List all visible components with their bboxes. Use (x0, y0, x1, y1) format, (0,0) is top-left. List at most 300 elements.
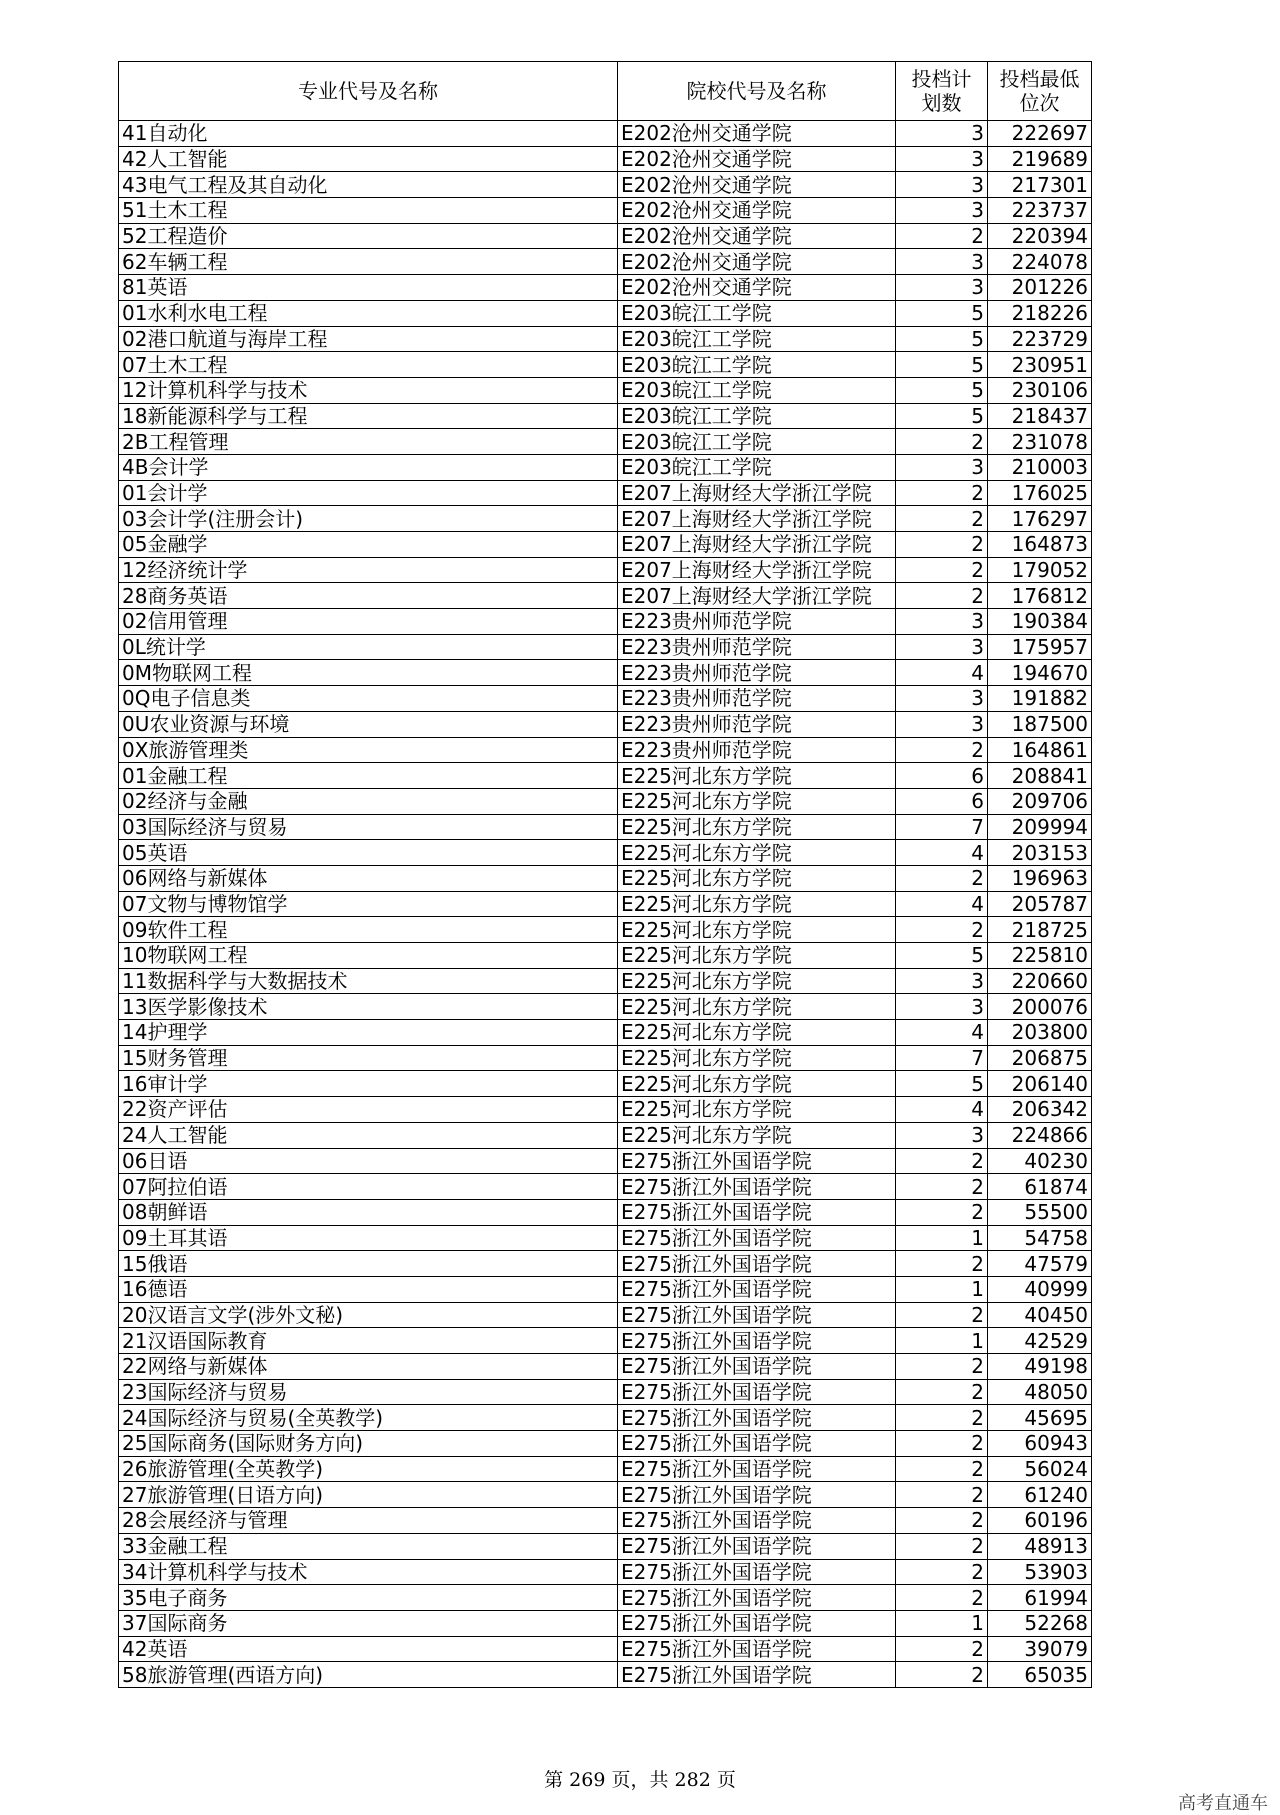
cell-school: E275浙江外国语学院 (618, 1276, 896, 1302)
table-row (119, 506, 1092, 532)
cell-plan: 5 (896, 943, 988, 969)
cell-school: E275浙江外国语学院 (618, 1662, 896, 1688)
cell-major: 13医学影像技术 (119, 994, 618, 1020)
cell-school: E203皖江工学院 (618, 377, 896, 403)
cell-plan: 3 (896, 711, 988, 737)
cell-plan: 1 (896, 1610, 988, 1636)
page-number: 第 269 页，共 282 页 (544, 1769, 736, 1791)
cell-school: E275浙江外国语学院 (618, 1585, 896, 1611)
cell-major: 0U农业资源与环境 (119, 711, 618, 737)
cell-plan: 7 (896, 1045, 988, 1071)
cell-major: 42英语 (119, 1636, 618, 1662)
cell-plan: 2 (896, 1636, 988, 1662)
cell-rank: 176297 (988, 506, 1092, 532)
cell-major: 07文物与博物馆学 (119, 891, 618, 917)
table-row (119, 788, 1092, 814)
cell-school: E223贵州师范学院 (618, 737, 896, 763)
cell-school: E225河北东方学院 (618, 865, 896, 891)
cell-school: E203皖江工学院 (618, 326, 896, 352)
cell-rank: 179052 (988, 557, 1092, 583)
cell-school: E202沧州交通学院 (618, 146, 896, 172)
cell-major: 12计算机科学与技术 (119, 377, 618, 403)
cell-plan: 3 (896, 275, 988, 301)
cell-rank: 209994 (988, 814, 1092, 840)
cell-plan: 2 (896, 1405, 988, 1431)
cell-school: E203皖江工学院 (618, 429, 896, 455)
cell-plan: 2 (896, 1354, 988, 1380)
cell-plan: 2 (896, 1482, 988, 1508)
cell-plan: 4 (896, 660, 988, 686)
cell-plan: 2 (896, 1174, 988, 1200)
cell-school: E225河北东方学院 (618, 1020, 896, 1046)
cell-plan: 3 (896, 146, 988, 172)
cell-plan: 2 (896, 480, 988, 506)
cell-school: E202沧州交通学院 (618, 198, 896, 224)
table-row (119, 146, 1092, 172)
table-row (119, 1431, 1092, 1457)
cell-major: 22资产评估 (119, 1097, 618, 1123)
cell-school: E223贵州师范学院 (618, 634, 896, 660)
cell-school: E275浙江外国语学院 (618, 1251, 896, 1277)
table-row (119, 557, 1092, 583)
cell-school: E275浙江外国语学院 (618, 1199, 896, 1225)
cell-major: 03国际经济与贸易 (119, 814, 618, 840)
cell-school: E225河北东方学院 (618, 814, 896, 840)
cell-plan: 2 (896, 1508, 988, 1534)
cell-rank: 223729 (988, 326, 1092, 352)
cell-plan: 7 (896, 814, 988, 840)
cell-rank: 65035 (988, 1662, 1092, 1688)
table-row (119, 994, 1092, 1020)
cell-plan: 3 (896, 1122, 988, 1148)
cell-rank: 45695 (988, 1405, 1092, 1431)
table-row (119, 1276, 1092, 1302)
cell-rank: 176025 (988, 480, 1092, 506)
cell-school: E275浙江外国语学院 (618, 1328, 896, 1354)
cell-plan: 3 (896, 609, 988, 635)
cell-rank: 61240 (988, 1482, 1092, 1508)
cell-rank: 224078 (988, 249, 1092, 275)
table-row (119, 840, 1092, 866)
cell-plan: 2 (896, 223, 988, 249)
cell-school: E223贵州师范学院 (618, 609, 896, 635)
cell-rank: 218725 (988, 917, 1092, 943)
cell-rank: 52268 (988, 1610, 1092, 1636)
table-row (119, 1482, 1092, 1508)
table-body (119, 121, 1092, 1688)
cell-plan: 5 (896, 403, 988, 429)
cell-major: 07土木工程 (119, 352, 618, 378)
table-row (119, 1020, 1092, 1046)
admission-table (118, 61, 1092, 1688)
cell-major: 34计算机科学与技术 (119, 1559, 618, 1585)
cell-rank: 187500 (988, 711, 1092, 737)
cell-school: E223贵州师范学院 (618, 686, 896, 712)
table-row (119, 1071, 1092, 1097)
cell-rank: 190384 (988, 609, 1092, 635)
cell-rank: 53903 (988, 1559, 1092, 1585)
cell-school: E202沧州交通学院 (618, 249, 896, 275)
table-row (119, 1585, 1092, 1611)
cell-major: 01水利水电工程 (119, 300, 618, 326)
table-row (119, 711, 1092, 737)
table-row (119, 1302, 1092, 1328)
cell-plan: 2 (896, 1662, 988, 1688)
cell-rank: 176812 (988, 583, 1092, 609)
cell-school: E275浙江外国语学院 (618, 1559, 896, 1585)
table-row (119, 1122, 1092, 1148)
table-row (119, 609, 1092, 635)
cell-rank: 210003 (988, 454, 1092, 480)
cell-rank: 218437 (988, 403, 1092, 429)
cell-rank: 224866 (988, 1122, 1092, 1148)
cell-school: E275浙江外国语学院 (618, 1148, 896, 1174)
cell-rank: 209706 (988, 788, 1092, 814)
table-row (119, 480, 1092, 506)
cell-rank: 203800 (988, 1020, 1092, 1046)
table-row (119, 865, 1092, 891)
cell-rank: 164861 (988, 737, 1092, 763)
cell-school: E275浙江外国语学院 (618, 1379, 896, 1405)
table-row (119, 660, 1092, 686)
cell-school: E225河北东方学院 (618, 994, 896, 1020)
table-row (119, 968, 1092, 994)
cell-school: E275浙江外国语学院 (618, 1636, 896, 1662)
cell-rank: 60943 (988, 1431, 1092, 1457)
cell-major: 41自动化 (119, 121, 618, 147)
table-row (119, 1610, 1092, 1636)
cell-plan: 2 (896, 1379, 988, 1405)
cell-school: E275浙江外国语学院 (618, 1431, 896, 1457)
cell-major: 07阿拉伯语 (119, 1174, 618, 1200)
cell-plan: 5 (896, 377, 988, 403)
cell-rank: 175957 (988, 634, 1092, 660)
table-row (119, 1533, 1092, 1559)
cell-plan: 3 (896, 172, 988, 198)
cell-plan: 2 (896, 1302, 988, 1328)
cell-major: 02信用管理 (119, 609, 618, 635)
cell-rank: 219689 (988, 146, 1092, 172)
cell-plan: 6 (896, 763, 988, 789)
cell-plan: 4 (896, 1020, 988, 1046)
cell-major: 10物联网工程 (119, 943, 618, 969)
table-row (119, 198, 1092, 224)
table-row (119, 223, 1092, 249)
cell-school: E207上海财经大学浙江学院 (618, 532, 896, 558)
cell-plan: 6 (896, 788, 988, 814)
cell-rank: 206342 (988, 1097, 1092, 1123)
cell-plan: 3 (896, 686, 988, 712)
table-row (119, 532, 1092, 558)
cell-major: 28商务英语 (119, 583, 618, 609)
table-row (119, 352, 1092, 378)
cell-rank: 61994 (988, 1585, 1092, 1611)
cell-rank: 206875 (988, 1045, 1092, 1071)
cell-rank: 60196 (988, 1508, 1092, 1534)
cell-major: 25国际商务(国际财务方向) (119, 1431, 618, 1457)
cell-school: E223贵州师范学院 (618, 660, 896, 686)
cell-major: 09土耳其语 (119, 1225, 618, 1251)
table-row (119, 891, 1092, 917)
cell-school: E202沧州交通学院 (618, 121, 896, 147)
cell-major: 06网络与新媒体 (119, 865, 618, 891)
cell-major: 24人工智能 (119, 1122, 618, 1148)
cell-major: 52工程造价 (119, 223, 618, 249)
cell-rank: 191882 (988, 686, 1092, 712)
cell-major: 12经济统计学 (119, 557, 618, 583)
cell-school: E203皖江工学院 (618, 454, 896, 480)
table-row (119, 1662, 1092, 1688)
cell-rank: 201226 (988, 275, 1092, 301)
header-rank: 投档最低位次 (988, 62, 1092, 121)
cell-major: 27旅游管理(日语方向) (119, 1482, 618, 1508)
cell-plan: 3 (896, 454, 988, 480)
table-row (119, 1456, 1092, 1482)
cell-school: E225河北东方学院 (618, 1071, 896, 1097)
cell-plan: 2 (896, 583, 988, 609)
cell-major: 11数据科学与大数据技术 (119, 968, 618, 994)
cell-rank: 164873 (988, 532, 1092, 558)
cell-rank: 55500 (988, 1199, 1092, 1225)
table-row (119, 1636, 1092, 1662)
cell-rank: 39079 (988, 1636, 1092, 1662)
cell-plan: 5 (896, 1071, 988, 1097)
cell-plan: 4 (896, 1097, 988, 1123)
cell-major: 2B工程管理 (119, 429, 618, 455)
cell-plan: 2 (896, 1559, 988, 1585)
cell-plan: 2 (896, 917, 988, 943)
cell-major: 05金融学 (119, 532, 618, 558)
cell-major: 0X旅游管理类 (119, 737, 618, 763)
table-row (119, 686, 1092, 712)
cell-major: 24国际经济与贸易(全英教学) (119, 1405, 618, 1431)
header-school: 院校代号及名称 (618, 62, 896, 121)
cell-rank: 220660 (988, 968, 1092, 994)
cell-rank: 225810 (988, 943, 1092, 969)
cell-school: E225河北东方学院 (618, 1097, 896, 1123)
cell-rank: 205787 (988, 891, 1092, 917)
cell-rank: 61874 (988, 1174, 1092, 1200)
cell-major: 15俄语 (119, 1251, 618, 1277)
cell-school: E275浙江外国语学院 (618, 1482, 896, 1508)
header-major: 专业代号及名称 (119, 62, 618, 121)
cell-major: 08朝鲜语 (119, 1199, 618, 1225)
cell-major: 06日语 (119, 1148, 618, 1174)
cell-school: E202沧州交通学院 (618, 172, 896, 198)
cell-school: E223贵州师范学院 (618, 711, 896, 737)
watermark: 高考直通车 (1178, 1793, 1268, 1814)
cell-major: 26旅游管理(全英教学) (119, 1456, 618, 1482)
cell-school: E225河北东方学院 (618, 840, 896, 866)
cell-rank: 42529 (988, 1328, 1092, 1354)
table-row (119, 1225, 1092, 1251)
table-row (119, 763, 1092, 789)
cell-rank: 40450 (988, 1302, 1092, 1328)
cell-school: E225河北东方学院 (618, 943, 896, 969)
cell-rank: 196963 (988, 865, 1092, 891)
cell-plan: 5 (896, 352, 988, 378)
cell-plan: 2 (896, 1533, 988, 1559)
cell-major: 0L统计学 (119, 634, 618, 660)
cell-school: E275浙江外国语学院 (618, 1508, 896, 1534)
cell-school: E207上海财经大学浙江学院 (618, 557, 896, 583)
table-row (119, 1379, 1092, 1405)
cell-plan: 1 (896, 1225, 988, 1251)
table-row (119, 121, 1092, 147)
cell-major: 28会展经济与管理 (119, 1508, 618, 1534)
header-plan: 投档计划数 (896, 62, 988, 121)
cell-rank: 218226 (988, 300, 1092, 326)
cell-school: E202沧州交通学院 (618, 223, 896, 249)
cell-major: 22网络与新媒体 (119, 1354, 618, 1380)
cell-major: 03会计学(注册会计) (119, 506, 618, 532)
cell-plan: 3 (896, 634, 988, 660)
cell-plan: 2 (896, 1199, 988, 1225)
cell-rank: 49198 (988, 1354, 1092, 1380)
cell-school: E275浙江外国语学院 (618, 1225, 896, 1251)
table-row (119, 275, 1092, 301)
table-row (119, 917, 1092, 943)
table-row (119, 1405, 1092, 1431)
cell-school: E225河北东方学院 (618, 968, 896, 994)
cell-plan: 3 (896, 249, 988, 275)
cell-school: E225河北东方学院 (618, 917, 896, 943)
cell-rank: 56024 (988, 1456, 1092, 1482)
cell-plan: 2 (896, 865, 988, 891)
table-row (119, 172, 1092, 198)
cell-school: E275浙江外国语学院 (618, 1354, 896, 1380)
cell-plan: 4 (896, 840, 988, 866)
table-row (119, 634, 1092, 660)
cell-rank: 208841 (988, 763, 1092, 789)
cell-rank: 231078 (988, 429, 1092, 455)
cell-plan: 1 (896, 1328, 988, 1354)
cell-plan: 3 (896, 198, 988, 224)
cell-plan: 5 (896, 300, 988, 326)
cell-school: E275浙江外国语学院 (618, 1405, 896, 1431)
cell-rank: 203153 (988, 840, 1092, 866)
cell-major: 33金融工程 (119, 1533, 618, 1559)
cell-school: E207上海财经大学浙江学院 (618, 583, 896, 609)
cell-rank: 194670 (988, 660, 1092, 686)
cell-rank: 217301 (988, 172, 1092, 198)
table-row (119, 1354, 1092, 1380)
cell-school: E225河北东方学院 (618, 788, 896, 814)
cell-plan: 4 (896, 891, 988, 917)
table-row (119, 1251, 1092, 1277)
cell-school: E275浙江外国语学院 (618, 1456, 896, 1482)
cell-major: 01金融工程 (119, 763, 618, 789)
cell-plan: 2 (896, 557, 988, 583)
cell-major: 4B会计学 (119, 454, 618, 480)
cell-major: 18新能源科学与工程 (119, 403, 618, 429)
cell-major: 01会计学 (119, 480, 618, 506)
table-row (119, 377, 1092, 403)
cell-plan: 3 (896, 994, 988, 1020)
cell-rank: 48913 (988, 1533, 1092, 1559)
cell-major: 15财务管理 (119, 1045, 618, 1071)
table-row (119, 429, 1092, 455)
table-row (119, 1508, 1092, 1534)
cell-school: E203皖江工学院 (618, 403, 896, 429)
cell-major: 43电气工程及其自动化 (119, 172, 618, 198)
table-row (119, 737, 1092, 763)
cell-major: 0M物联网工程 (119, 660, 618, 686)
table-row (119, 1328, 1092, 1354)
cell-school: E275浙江外国语学院 (618, 1610, 896, 1636)
cell-major: 81英语 (119, 275, 618, 301)
cell-school: E225河北东方学院 (618, 891, 896, 917)
cell-school: E207上海财经大学浙江学院 (618, 506, 896, 532)
table-row (119, 583, 1092, 609)
cell-major: 0Q电子信息类 (119, 686, 618, 712)
table-row (119, 1097, 1092, 1123)
cell-plan: 2 (896, 532, 988, 558)
cell-school: E275浙江外国语学院 (618, 1533, 896, 1559)
cell-plan: 3 (896, 121, 988, 147)
table-header-row (119, 62, 1092, 121)
cell-school: E207上海财经大学浙江学院 (618, 480, 896, 506)
cell-plan: 2 (896, 506, 988, 532)
cell-rank: 40230 (988, 1148, 1092, 1174)
cell-school: E225河北东方学院 (618, 1122, 896, 1148)
cell-plan: 2 (896, 1431, 988, 1457)
cell-major: 09软件工程 (119, 917, 618, 943)
cell-major: 37国际商务 (119, 1610, 618, 1636)
cell-major: 16审计学 (119, 1071, 618, 1097)
table-row (119, 943, 1092, 969)
cell-plan: 2 (896, 1456, 988, 1482)
cell-rank: 47579 (988, 1251, 1092, 1277)
cell-rank: 222697 (988, 121, 1092, 147)
table-row (119, 454, 1092, 480)
cell-rank: 40999 (988, 1276, 1092, 1302)
cell-major: 14护理学 (119, 1020, 618, 1046)
table-row (119, 1199, 1092, 1225)
cell-major: 20汉语言文学(涉外文秘) (119, 1302, 618, 1328)
cell-school: E275浙江外国语学院 (618, 1302, 896, 1328)
table-row (119, 1148, 1092, 1174)
cell-major: 05英语 (119, 840, 618, 866)
cell-rank: 230951 (988, 352, 1092, 378)
cell-major: 58旅游管理(西语方向) (119, 1662, 618, 1688)
cell-major: 35电子商务 (119, 1585, 618, 1611)
table-row (119, 1045, 1092, 1071)
cell-plan: 1 (896, 1276, 988, 1302)
cell-plan: 3 (896, 968, 988, 994)
table-row (119, 1174, 1092, 1200)
cell-plan: 2 (896, 429, 988, 455)
cell-plan: 2 (896, 737, 988, 763)
cell-major: 16德语 (119, 1276, 618, 1302)
cell-major: 21汉语国际教育 (119, 1328, 618, 1354)
cell-rank: 54758 (988, 1225, 1092, 1251)
cell-plan: 5 (896, 326, 988, 352)
table-row (119, 814, 1092, 840)
table-row (119, 300, 1092, 326)
cell-plan: 2 (896, 1148, 988, 1174)
cell-school: E202沧州交通学院 (618, 275, 896, 301)
cell-school: E225河北东方学院 (618, 763, 896, 789)
cell-major: 02经济与金融 (119, 788, 618, 814)
cell-major: 51土木工程 (119, 198, 618, 224)
cell-rank: 200076 (988, 994, 1092, 1020)
cell-school: E275浙江外国语学院 (618, 1174, 896, 1200)
cell-major: 42人工智能 (119, 146, 618, 172)
cell-plan: 2 (896, 1251, 988, 1277)
table-row (119, 1559, 1092, 1585)
cell-school: E203皖江工学院 (618, 352, 896, 378)
